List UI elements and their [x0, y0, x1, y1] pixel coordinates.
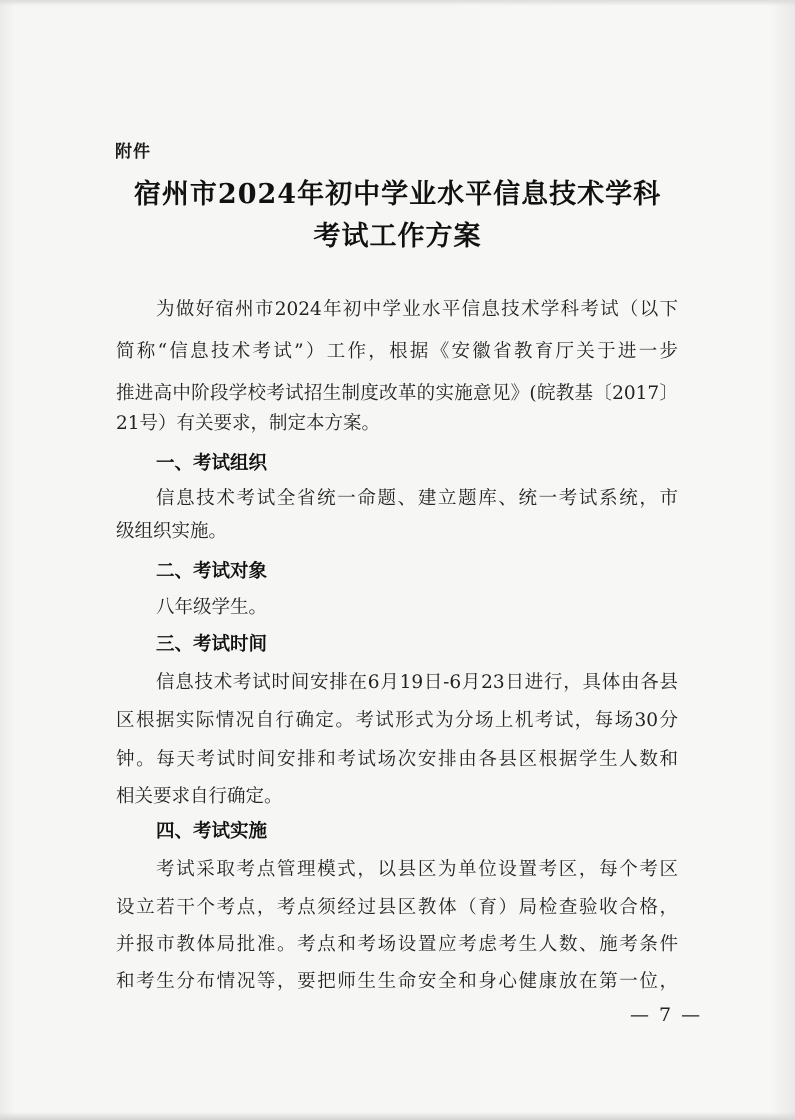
document-title-line-1: 宿州市2024年初中学业水平信息技术学科: [133, 179, 662, 210]
intro-line-4: 21号）有关要求，制定本方案。: [116, 413, 381, 434]
section-3-line-2: 区根据实际情况自行确定。考试形式为分场上机考试，每场30分: [116, 710, 678, 731]
section-2-line-1: 八年级学生。: [156, 597, 268, 618]
page-number: — 7 —: [630, 1004, 703, 1026]
section-4-line-4: 和考生分布情况等，要把师生生命安全和身心健康放在第一位，: [116, 971, 678, 992]
intro-line-2: 简称“信息技术考试”）工作，根据《安徽省教育厅关于进一步: [116, 341, 678, 362]
intro-line-3: 推进高中阶段学校考试招生制度改革的实施意见》(皖教基〔2017〕: [116, 383, 678, 404]
document-title-line-2: 考试工作方案: [313, 221, 482, 252]
section-heading-candidates: 二、考试对象: [156, 561, 268, 582]
section-4-line-2: 设立若干个考点，考点须经过县区教体（育）局检查验收合格，: [116, 897, 678, 918]
section-4-line-3: 并报市教体局批准。考点和考场设置应考虑考生人数、施考条件: [116, 934, 678, 955]
scan-edge-bottom: [0, 1112, 795, 1120]
section-heading-schedule: 三、考试时间: [156, 634, 268, 655]
section-3-line-1: 信息技术考试时间安排在6月19日-6月23日进行，具体由各县: [156, 672, 678, 693]
section-heading-implementation: 四、考试实施: [156, 821, 268, 842]
scan-edge-top: [0, 0, 795, 6]
section-3-line-3: 钟。每天考试时间安排和考试场次安排由各县区根据学生人数和: [116, 749, 678, 770]
attachment-label: 附件: [115, 142, 151, 162]
section-heading-organization: 一、考试组织: [156, 453, 268, 474]
section-3-line-4: 相关要求自行确定。: [116, 786, 283, 807]
section-1-line-2: 级组织实施。: [116, 521, 228, 542]
section-4-line-1: 考试采取考点管理模式，以县区为单位设置考区，每个考区: [156, 859, 678, 880]
intro-line-1: 为做好宿州市2024年初中学业水平信息技术学科考试（以下: [156, 299, 678, 320]
section-1-line-1: 信息技术考试全省统一命题、建立题库、统一考试系统，市: [156, 488, 678, 509]
